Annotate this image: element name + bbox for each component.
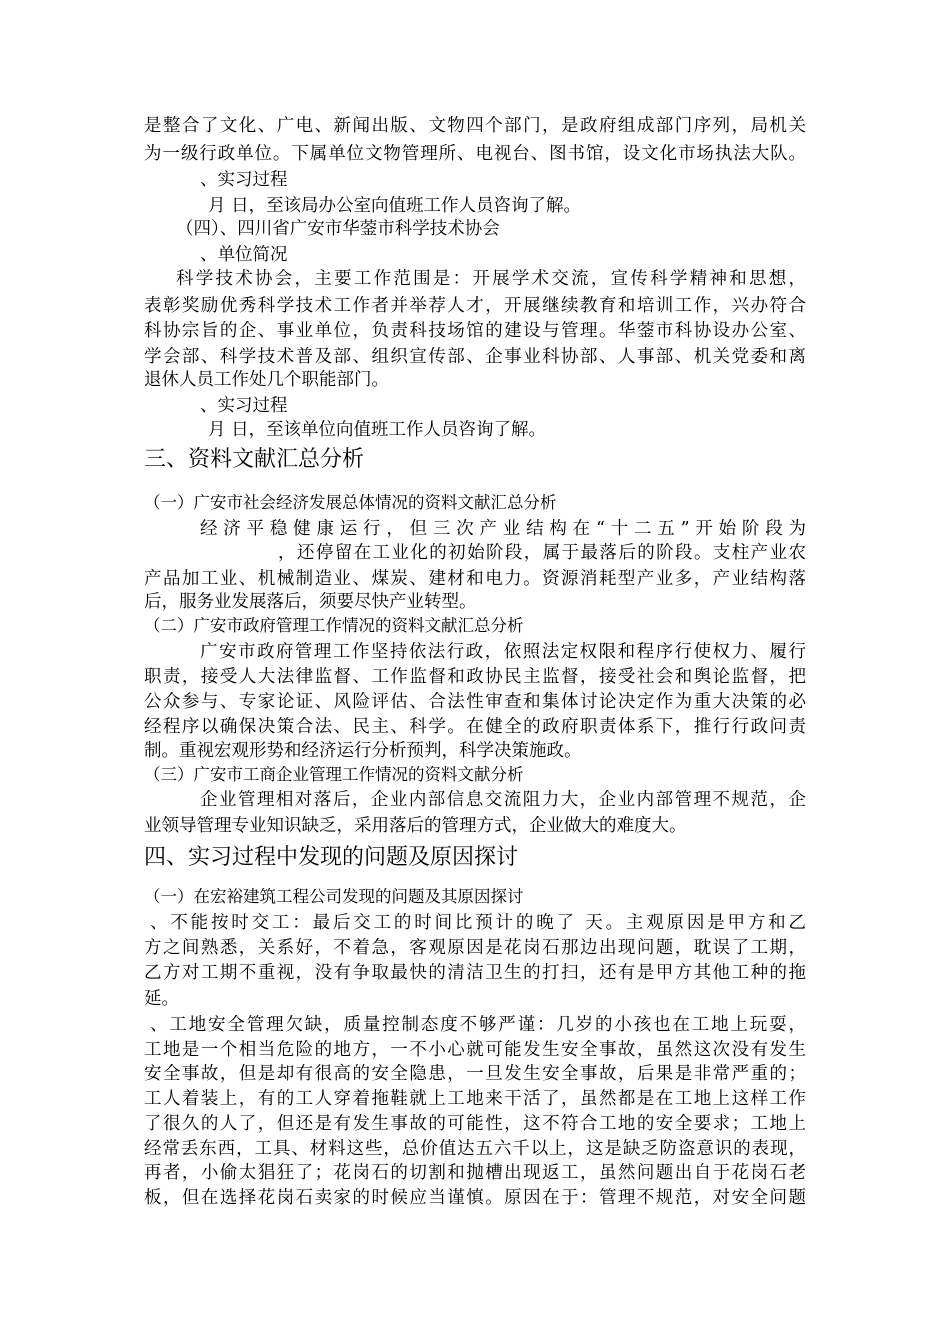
paragraph-line: 、工地安全管理欠缺，质量控制态度不够严谨：几岁的小孩也在工地上玩耍， (150, 1015, 806, 1035)
paragraph-line: 方之间熟悉，关系好，不着急，客观原因是花岗石那边出现问题，耽误了工期， (144, 938, 806, 958)
paragraph-line: 乙方对工期不重视，没有争取最快的清洁卫生的打扫，还有是甲方其他工种的拖 (144, 963, 806, 983)
paragraph-line: 广安市政府管理工作坚持依法行政，依照法定权限和程序行使权力、履行 (200, 642, 806, 662)
paragraph-line: ，还停留在工业化的初始阶段，属于最落后的阶段。支柱产业农 (278, 543, 806, 563)
list-item: 、单位简况 (200, 245, 288, 265)
chapter-heading: 四、实习过程中发现的问题及原因探讨 (144, 845, 519, 870)
paragraph-line: 企业管理相对落后，企业内部信息交流阻力大，企业内部管理不规范，企 (200, 790, 806, 810)
paragraph-line: 产品加工业、机械制造业、煤炭、建材和电力。资源消耗型产业多，产业结构落 (144, 569, 806, 589)
paragraph-line: 延。 (144, 989, 179, 1009)
paragraph-line: 科学技术协会，主要工作范围是：开展学术交流，宣传科学精神和思想， (176, 269, 806, 289)
paragraph-line: 公众参与、专家论证、风险评估、合法性审查和集体讨论决定作为重大决策的必 (144, 692, 806, 712)
paragraph-line: 工地是一个相当危险的地方，一不小心就可能发生安全事故，虽然这次没有发生 (144, 1040, 806, 1060)
paragraph-line: 月 日，至该局办公室向值班工作人员咨询了解。 (208, 196, 582, 216)
paragraph-line: 科协宗旨的企、事业单位，负责科技场馆的建设与管理。华蓥市科协设办公室、 (144, 321, 806, 341)
list-item: 、实习过程 (200, 396, 288, 416)
paragraph-line: 职责，接受人大法律监督、工作监督和政协民主监督，接受社会和舆论监督，把 (144, 667, 806, 687)
paragraph-line: 为一级行政单位。下属单位文物管理所、电视台、图书馆，设文化市场执法大队。 (144, 144, 806, 164)
paragraph-line: 板，但在选择花岗石卖家的时候应当谨慎。原因在于：管理不规范，对安全问题 (144, 1188, 806, 1208)
chapter-heading: 三、资料文献汇总分析 (144, 447, 365, 472)
section-heading: （四）、四川省广安市华蓥市科学技术协会 (176, 219, 500, 239)
paragraph-line: 经济平稳健康运行，但三次产业结构在“十二五”开始阶段为 (200, 519, 806, 539)
paragraph-line: 后，服务业发展落后，须要尽快产业转型。 (144, 592, 477, 612)
paragraph-line: 经常丢东西，工具、材料这些，总价值达五六千以上，这是缺乏防盗意识的表现， (144, 1139, 806, 1159)
paragraph-line: 表彰奖励优秀科学技术工作者并举荐人才，开展继续教育和培训工作，兴办符合 (144, 296, 806, 316)
list-item: 、实习过程 (200, 170, 288, 190)
paragraph-line: 业领导管理专业知识缺乏，采用落后的管理方式，企业做大的难度大。 (144, 816, 687, 836)
subsection-heading: （三）广安市工商企业管理工作情况的资料文献分析 (144, 765, 524, 784)
paragraph-line: 工人着装上，有的工人穿着拖鞋就上工地来干活了，虽然都是在工地上这样工作 (144, 1089, 806, 1109)
paragraph-line: 、不能按时交工：最后交工的时间比预计的晚了 天。主观原因是甲方和乙 (150, 913, 806, 933)
paragraph-line: 经程序以确保决策合法、民主、科学。在健全的政府职责体系下，推行行政问责 (144, 717, 806, 737)
subsection-heading: （一）广安市社会经济发展总体情况的资料文献汇总分析 (144, 493, 557, 512)
paragraph-line: 制。重视宏观形势和经济运行分析预判，科学决策施政。 (144, 741, 582, 761)
paragraph-line: 退休人员工作处几个职能部门。 (144, 370, 389, 390)
subsection-heading: （一）在宏裕建筑工程公司发现的问题及其原因探讨 (144, 887, 524, 906)
paragraph-line: 了很久的人了，但还是有发生事故的可能性，这不符合工地的安全要求；工地上 (144, 1114, 806, 1134)
paragraph-line: 再者，小偷太猖狂了；花岗石的切割和抛槽出现返工，虽然问题出自于花岗石老 (144, 1163, 806, 1183)
paragraph-line: 是整合了文化、广电、新闻出版、文物四个部门，是政府组成部门序列，局机关 (144, 116, 806, 136)
paragraph-line: 安全事故，但是却有很高的安全隐患，一旦发生安全事故，后果是非常严重的； (144, 1064, 806, 1084)
paragraph-line: 学会部、科学技术普及部、组织宣传部、企事业科协部、人事部、机关党委和离 (144, 347, 806, 367)
paragraph-line: 月 日，至该单位向值班工作人员咨询了解。 (208, 420, 547, 440)
subsection-heading: （二）广安市政府管理工作情况的资料文献汇总分析 (144, 616, 524, 635)
